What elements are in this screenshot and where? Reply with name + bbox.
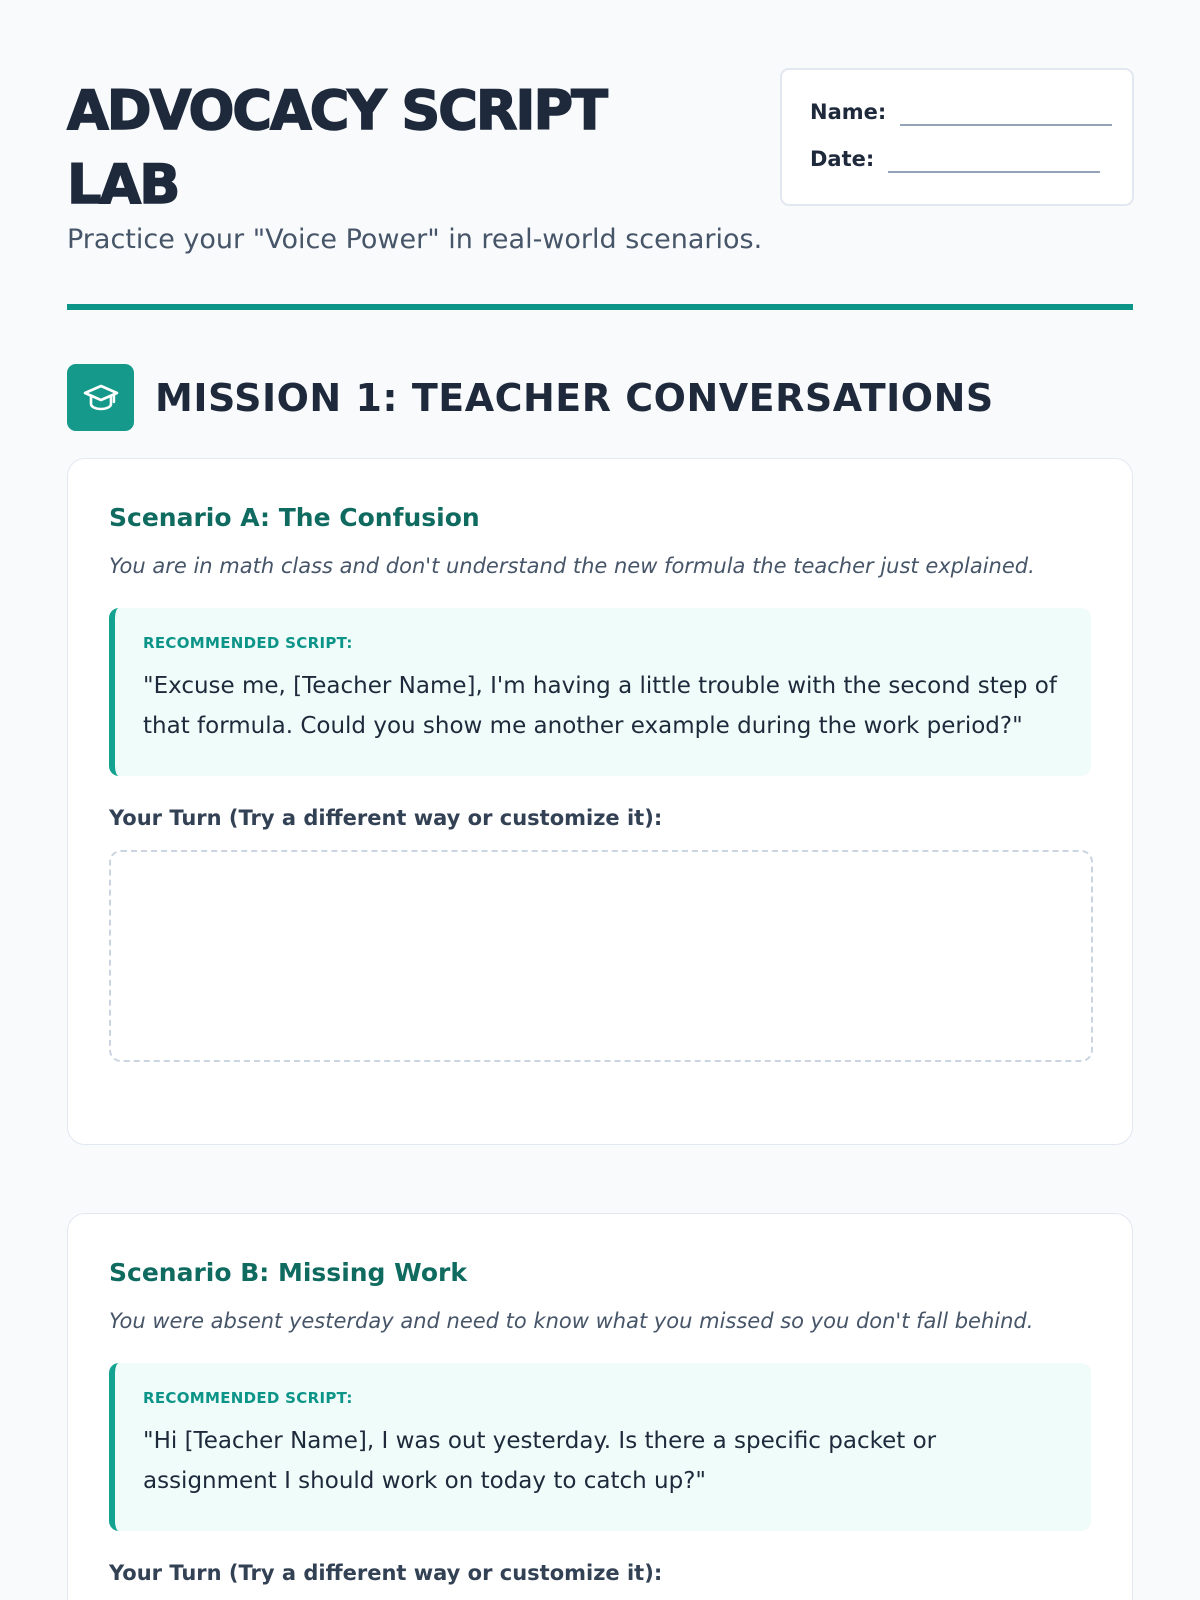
page-title: ADVOCACY SCRIPT LAB (67, 79, 606, 216)
name-label: Name: (810, 100, 887, 124)
your-turn-label: Your Turn (Try a different way or customize it): (109, 806, 663, 830)
recommended-script-box (109, 1363, 1091, 1531)
mission-header (67, 364, 994, 431)
header (67, 0, 1133, 260)
graduation-cap-icon (67, 364, 134, 431)
script-label: RECOMMENDED SCRIPT: (143, 634, 353, 652)
recommended-script-box (109, 608, 1091, 776)
date-field[interactable] (888, 145, 1100, 173)
script-text: "Excuse me, [Teacher Name], I'm having a little trouble with the second step of that formula. Could you show me another example during the work period?" (143, 673, 1057, 739)
name-date-box (780, 68, 1134, 206)
scenario-title: Scenario A: The Confusion (109, 503, 480, 532)
answer-box[interactable] (109, 850, 1093, 1062)
date-row (810, 145, 1100, 173)
script-text: "Hi [Teacher Name], I was out yesterday. Is there a specific packet or assignment I should work on today to catch up?" (143, 1428, 937, 1494)
page-subtitle: Practice your "Voice Power" in real-world scenarios. (67, 224, 763, 255)
date-label: Date: (810, 147, 875, 171)
header-divider (67, 304, 1133, 310)
scenario-description: You are in math class and don't understand the new formula the teacher just explained. (109, 554, 1035, 578)
scenario-title: Scenario B: Missing Work (109, 1258, 467, 1287)
name-row (810, 98, 1112, 126)
mission-title: MISSION 1: TEACHER CONVERSATIONS (155, 375, 994, 420)
scenario-card (67, 458, 1133, 1145)
script-label: RECOMMENDED SCRIPT: (143, 1389, 353, 1407)
scenario-description: You were absent yesterday and need to know what you missed so you don't fall behind. (109, 1309, 1034, 1333)
name-field[interactable] (900, 98, 1112, 126)
your-turn-label: Your Turn (Try a different way or customize it): (109, 1561, 663, 1585)
scenario-card (67, 1213, 1133, 1600)
